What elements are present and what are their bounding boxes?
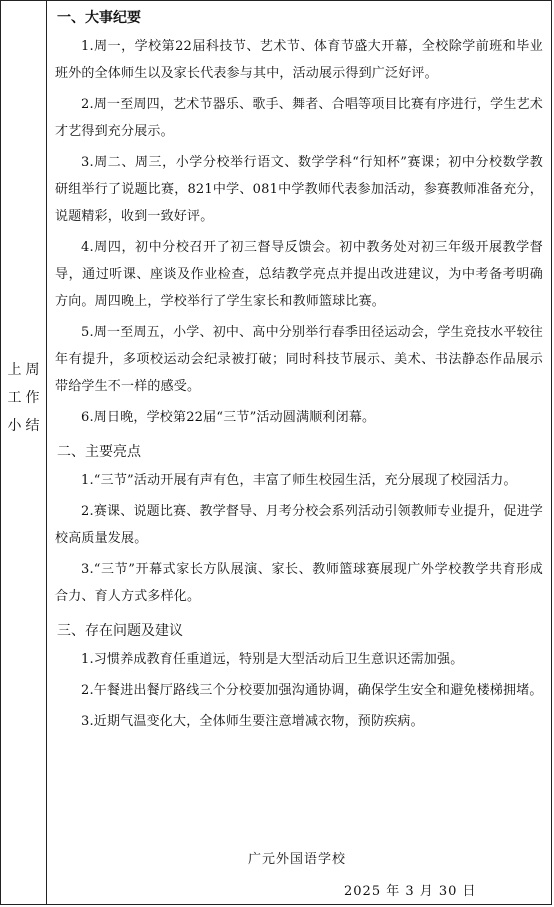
row-label-cell [1,1,47,904]
signature-organization: 广元外国语学校 [248,852,347,867]
section-heading-highlights: 二、主要亮点 [57,444,141,460]
highlight-item-1: 1.“三节”活动开展有声有色，丰富了师生校园生活，充分展现了校园活力。 [81,473,517,488]
event-item-1: 1.周一，学校第22届科技节、艺术节、体育节盛大开幕，全校除学前班和毕业班外的全体师生以及家长代表参与其中，活动展示得到广泛好评。 [55,39,543,81]
event-item-2: 2.周一至周四，艺术节器乐、歌手、舞者、合唱等项目比赛有序进行，学生艺术才艺得到充分展示。 [55,97,543,139]
signature-date: 2025 年 3 月 30 日 [344,884,477,899]
highlight-item-2: 2.赛课、说题比赛、教学督导、月考分校会系列活动引领教师专业提升，促进学校高质量发展。 [55,504,543,546]
issue-item-3: 3.近期气温变化大，全体师生要注意增减衣物，预防疾病。 [81,714,424,729]
row-label: 上周工作小结 [7,361,44,434]
event-item-4: 4.周四，初中分校召开了初三督导反馈会。初中教务处对初三年级开展教学督导，通过听课、座谈及作业检查，总结教学亮点并提出改进建议，为中考备考明确方向。周四晚上，学校举行了学生家长和教师篮球比赛。 [55,240,543,309]
issue-item-2: 2.午餐进出餐厅路线三个分校要加强沟通协调，确保学生安全和避免楼梯拥堵。 [81,683,543,698]
issue-item-1: 1.习惯养成教育任重道远，特别是大型活动后卫生意识还需加强。 [81,652,464,667]
section-heading-issues: 三、存在问题及建议 [57,623,183,639]
section-heading-events: 一、大事纪要 [57,10,141,26]
event-item-6: 6.周日晚，学校第22届“三节”活动圆满顺利闭幕。 [81,410,376,425]
content-cell [47,1,551,904]
event-item-3: 3.周二、周三，小学分校举行语文、数学学科“行知杯”赛课；初中分校数学教研组举行了说题比赛，821中学、081中学教师代表参加活动，参赛教师准备充分，说题精彩，收到一致好评。 [55,155,543,224]
event-item-5: 5.周一至周五，小学、初中、高中分别举行春季田径运动会，学生竞技水平较往年有提升，多项校运动会纪录被打破；同时科技节展示、美术、书法静态作品展示带给学生不一样的感受。 [55,325,543,394]
highlight-item-3: 3.“三节”开幕式家长方队展演、家长、教师篮球赛展现广外学校教学共育形成合力、育人方式多样化。 [55,562,543,604]
